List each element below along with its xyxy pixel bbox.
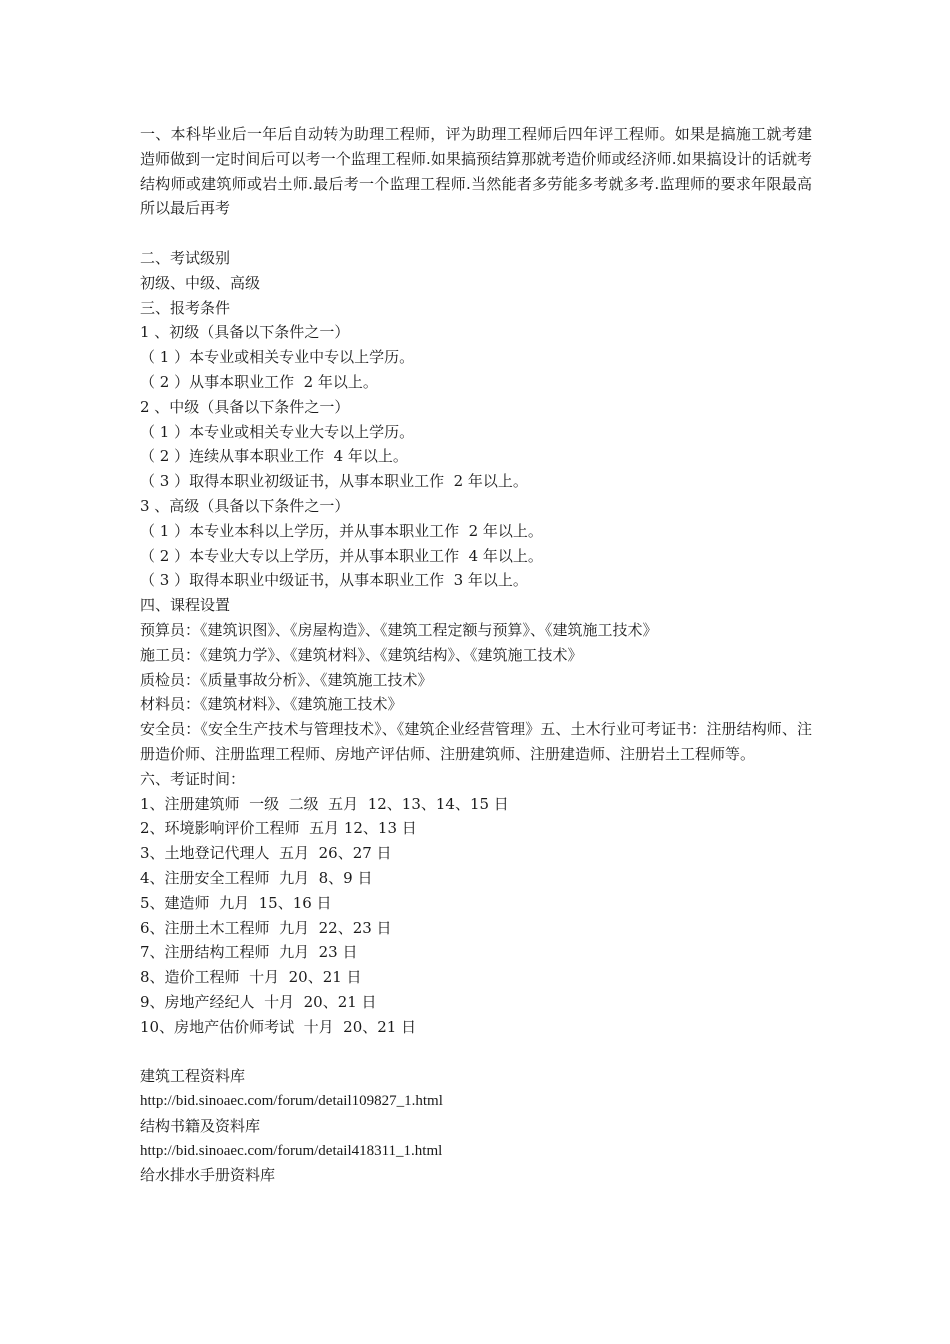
schedule-item: 3、土地登记代理人 五月 26、27 日 (140, 844, 392, 863)
resource-link[interactable]: http://bid.sinoaec.com/forum/detail109827_1.html (140, 1093, 443, 1110)
schedule-item: 8、造价工程师 十月 20、21 日 (140, 968, 362, 987)
exam-levels-list: 初级、中级、高级 (140, 273, 261, 292)
course-line: 施工员：《建筑力学》、《建筑材料》、《建筑结构》、《建筑施工技术》 (140, 645, 583, 664)
schedule-item: 1、注册建筑师 一级 二级 五月 12、13、14、15 日 (140, 794, 509, 813)
course-safety-and-certificates: 安全员：《安全生产技术与管理技术》、《建筑企业经营管理》五、土木行业可考证书：注册结构师、注册造价师、注册监理工程师、房地产评估师、注册建筑师、注册建造师、注册岩土工程师等。 (140, 720, 812, 763)
resource-title: 建筑工程资料库 (140, 1067, 246, 1086)
requirement-group-title: 3 、高级（具备以下条件之一） (140, 496, 350, 515)
resource-title: 结构书籍及资料库 (140, 1116, 261, 1135)
resource-title: 给水排水手册资料库 (140, 1166, 276, 1185)
schedule-item: 9、房地产经纪人 十月 20、21 日 (140, 992, 377, 1011)
requirement-item: （ 1 ）本专业或相关专业大专以上学历。 (140, 422, 415, 441)
schedule-item: 10、房地产估价师考试 十月 20、21 日 (140, 1017, 417, 1036)
document-page (140, 122, 812, 1188)
exam-levels-heading: 二、考试级别 (140, 248, 231, 267)
blank-line (140, 1039, 812, 1064)
requirement-item: （ 1 ）本专业或相关专业中专以上学历。 (140, 348, 415, 367)
schedule-item: 7、注册结构工程师 九月 23 日 (140, 943, 358, 962)
schedule-item: 2、环境影响评价工程师 五月 12、13 日 (140, 819, 417, 838)
blank-line (140, 221, 812, 246)
requirement-item: （ 2 ）本专业大专以上学历，并从事本职业工作 4 年以上。 (140, 546, 543, 565)
schedule-item: 4、注册安全工程师 九月 8、9 日 (140, 868, 373, 887)
course-line: 质检员：《质量事故分析》、《建筑施工技术》 (140, 670, 433, 689)
intro-paragraph: 一、本科毕业后一年后自动转为助理工程师，评为助理工程师后四年评工程师。如果是搞施工就考建造师做到一定时间后可以考一个监理工程师.如果搞预结算那就考造价师或经济师.如果搞设计的话就考结构师或建筑师或岩土师.最后考一个监理工程师.当然能者多劳能多考就多考.监理师的要求年限最高所以最后再考 (140, 125, 812, 218)
requirement-item: （ 1 ）本专业本科以上学历，并从事本职业工作 2 年以上。 (140, 521, 543, 540)
requirement-group-title: 1 、初级（具备以下条件之一） (140, 323, 350, 342)
requirement-item: （ 3 ）取得本职业初级证书，从事本职业工作 2 年以上。 (140, 472, 528, 491)
schedule-item: 5、建造师 九月 15、16 日 (140, 893, 332, 912)
resource-link[interactable]: http://bid.sinoaec.com/forum/detail418311_1.html (140, 1142, 443, 1159)
schedule-item: 6、注册土木工程师 九月 22、23 日 (140, 918, 392, 937)
requirement-item: （ 2 ）连续从事本职业工作 4 年以上。 (140, 447, 408, 466)
courses-heading: 四、课程设置 (140, 596, 231, 615)
requirement-item: （ 2 ）从事本职业工作 2 年以上。 (140, 372, 378, 391)
course-line: 预算员：《建筑识图》、《房屋构造》、《建筑工程定额与预算》、《建筑施工技术》 (140, 620, 658, 639)
course-line: 材料员：《建筑材料》、《建筑施工技术》 (140, 695, 403, 714)
requirements-heading: 三、报考条件 (140, 298, 231, 317)
requirement-group-title: 2 、中级（具备以下条件之一） (140, 397, 350, 416)
schedule-heading: 六、考证时间： (140, 769, 246, 788)
requirement-item: （ 3 ）取得本职业中级证书，从事本职业工作 3 年以上。 (140, 571, 528, 590)
